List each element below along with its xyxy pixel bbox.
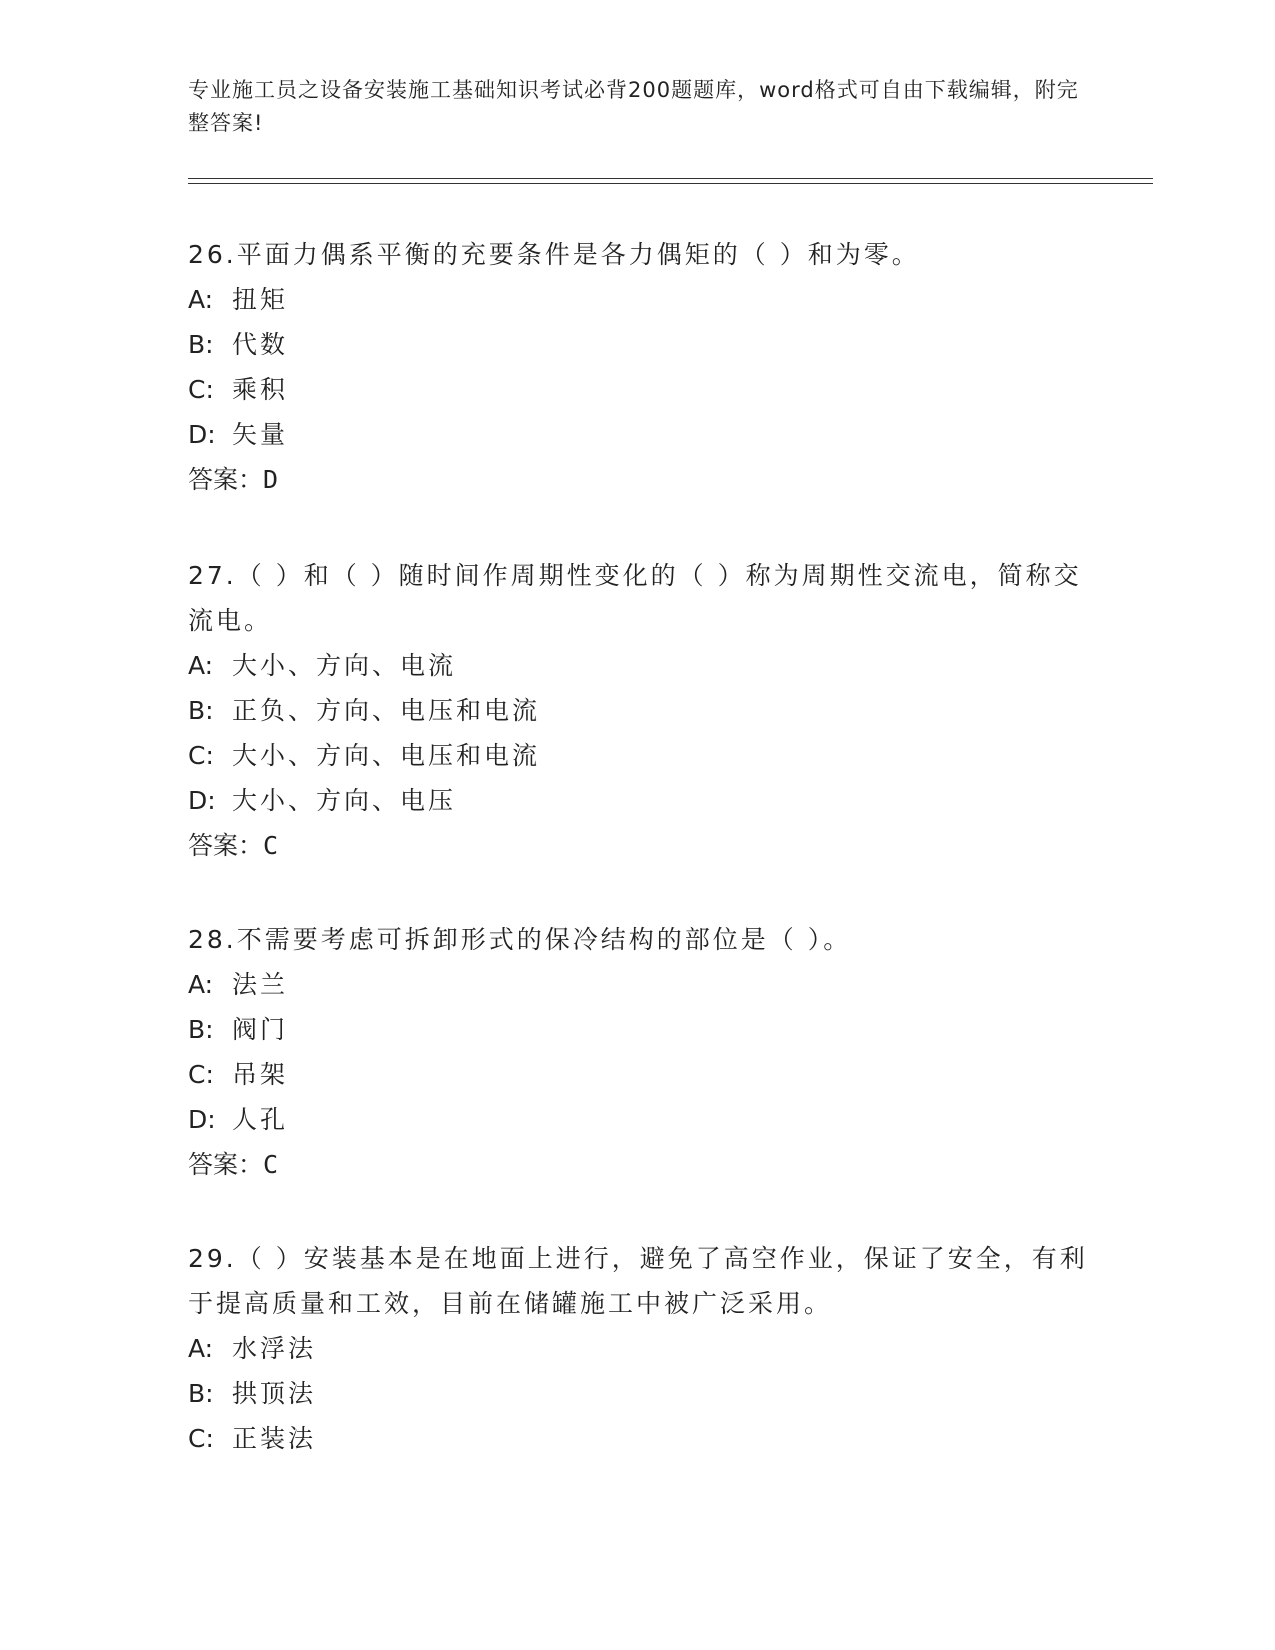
- header-divider-bottom: [188, 183, 1153, 184]
- option-text: 乘积: [232, 375, 289, 404]
- option-text: 正负、方向、电压和电流: [232, 696, 541, 725]
- option-a: [188, 643, 1088, 688]
- option-key: C:: [188, 1060, 214, 1089]
- option-text: 阀门: [232, 1015, 289, 1044]
- option-key: B:: [188, 1015, 214, 1044]
- question-29: [188, 1236, 1088, 1461]
- option-a: [188, 277, 1088, 322]
- option-text: 水浮法: [232, 1334, 317, 1363]
- option-d: [188, 778, 1088, 823]
- question-28: [188, 917, 1088, 1187]
- option-text: 拱顶法: [232, 1379, 317, 1408]
- option-text: 代数: [232, 330, 289, 359]
- option-key: A:: [188, 970, 214, 999]
- option-key: B:: [188, 330, 214, 359]
- option-text: 大小、方向、电压和电流: [232, 741, 541, 770]
- option-key: D:: [188, 420, 216, 449]
- option-text: 矢量: [232, 420, 289, 449]
- option-key: B:: [188, 1379, 214, 1408]
- option-b: [188, 1007, 1088, 1052]
- option-key: C:: [188, 375, 214, 404]
- option-text: 人孔: [232, 1105, 289, 1134]
- option-key: A:: [188, 285, 214, 314]
- option-c: [188, 367, 1088, 412]
- option-d: [188, 412, 1088, 457]
- option-a: [188, 962, 1088, 1007]
- option-c: [188, 733, 1088, 778]
- header-divider-top: [188, 178, 1153, 179]
- option-b: [188, 1371, 1088, 1416]
- option-b: [188, 322, 1088, 367]
- option-a: [188, 1326, 1088, 1371]
- answer: 答案：D: [188, 465, 279, 494]
- option-text: 法兰: [232, 970, 289, 999]
- option-text: 扭矩: [232, 285, 289, 314]
- option-key: B:: [188, 696, 214, 725]
- option-d: [188, 1097, 1088, 1142]
- option-key: D:: [188, 1105, 216, 1134]
- question-stem: 26.平面力偶系平衡的充要条件是各力偶矩的（ ）和为零。: [188, 240, 920, 269]
- option-text: 吊架: [232, 1060, 289, 1089]
- question-stem: 29.（ ）安装基本是在地面上进行，避免了高空作业，保证了安全，有利于提高质量和工效，目前在储罐施工中被广泛采用。: [188, 1244, 1088, 1318]
- answer: 答案：C: [188, 1150, 279, 1179]
- option-key: A:: [188, 651, 214, 680]
- question-stem: 27.（ ）和（ ）随时间作周期性变化的（ ）称为周期性交流电，简称交流电。: [188, 561, 1082, 635]
- document-header: 专业施工员之设备安装施工基础知识考试必背200题题库，word格式可自由下载编辑，附完整答案!: [188, 78, 1079, 135]
- option-key: D:: [188, 786, 216, 815]
- option-c: [188, 1416, 1088, 1461]
- option-text: 大小、方向、电压: [232, 786, 457, 815]
- answer: 答案：C: [188, 831, 279, 860]
- question-stem: 28.不需要考虑可拆卸形式的保冷结构的部位是（ ）。: [188, 925, 852, 954]
- option-b: [188, 688, 1088, 733]
- option-key: C:: [188, 741, 214, 770]
- question-26: [188, 232, 1088, 502]
- option-key: A:: [188, 1334, 214, 1363]
- question-27: [188, 553, 1088, 868]
- option-c: [188, 1052, 1088, 1097]
- option-text: 大小、方向、电流: [232, 651, 457, 680]
- option-key: C:: [188, 1424, 214, 1453]
- option-text: 正装法: [232, 1424, 317, 1453]
